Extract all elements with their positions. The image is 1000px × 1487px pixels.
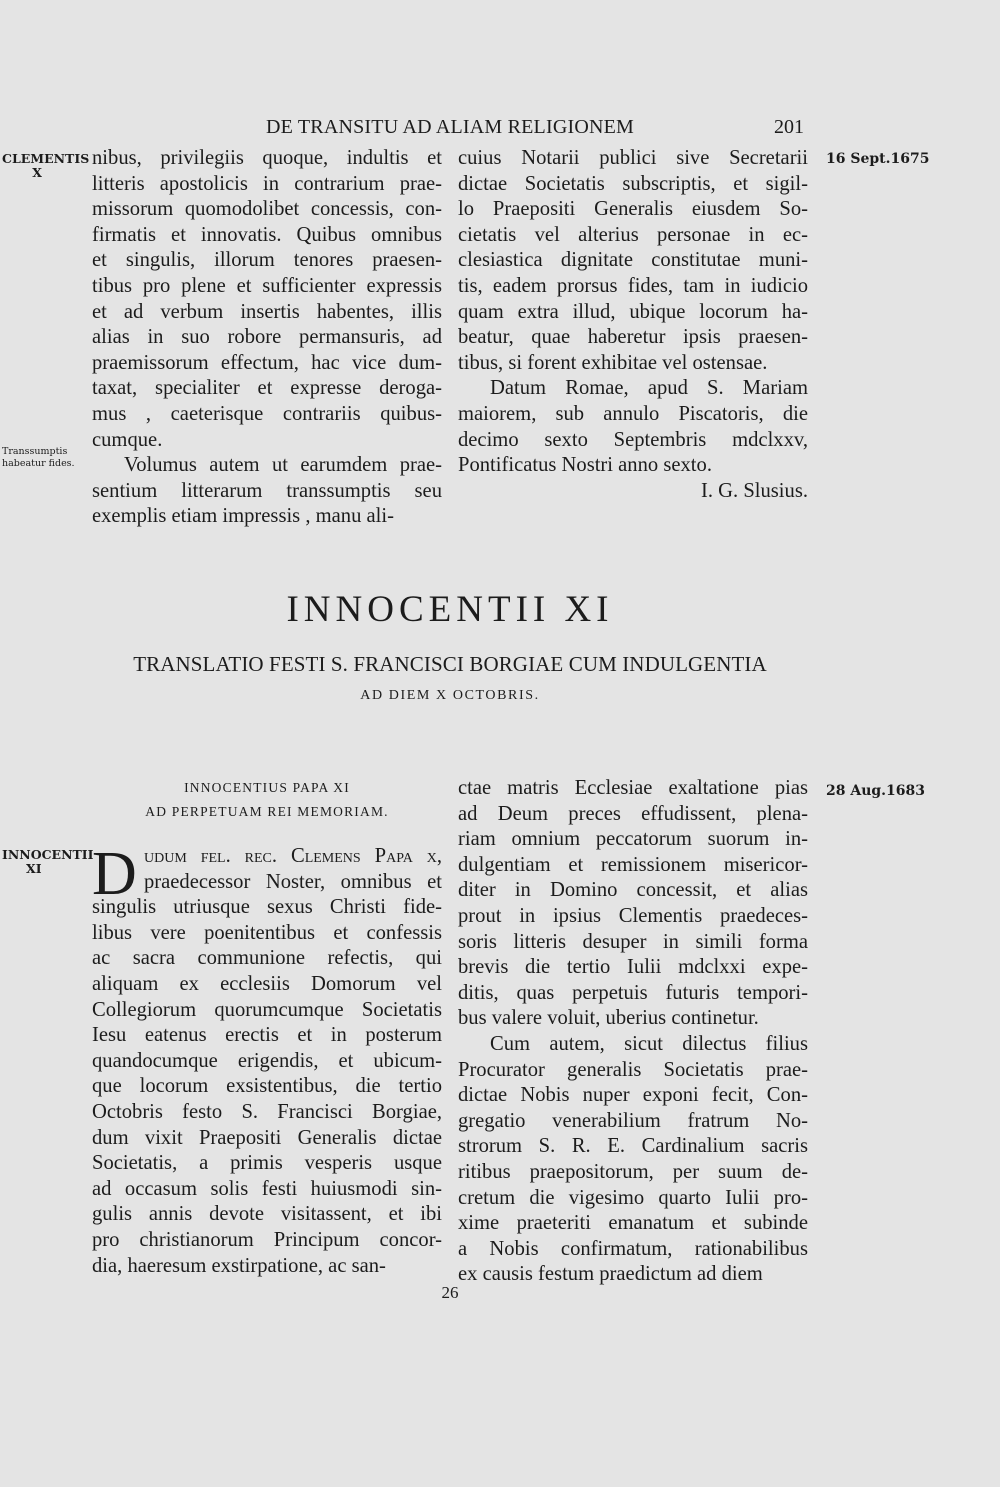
- text-line: brevis die tertio Iulii mdclxxi expe-: [458, 956, 808, 979]
- top-right-column: [458, 146, 808, 504]
- text-line: I. G. Slusius.: [701, 479, 808, 502]
- text-line: libus vere poenitentibus et confessis: [92, 921, 442, 944]
- text-line: ex causis festum praedictum ad diem: [458, 1263, 763, 1286]
- margin-date-1675: 16 Sept.1675: [826, 151, 930, 167]
- margin-label-clementis: [2, 151, 90, 180]
- text-line: Cum autem, sicut dilectus filius: [490, 1032, 808, 1055]
- text-line: soris litteris desuper in simili forma: [458, 930, 808, 953]
- text-line: clesiastica dignitate constitutae muni-: [458, 249, 808, 272]
- inscription: [92, 776, 442, 824]
- text-line: gregatio venerabilium fratrum No-: [458, 1109, 808, 1132]
- text-line: Datum Romae, apud S. Mariam: [490, 377, 808, 400]
- running-header: [92, 114, 808, 144]
- margin-note-transsumptis: [2, 446, 82, 470]
- text-line: ritibus praepositorum, per suum de-: [458, 1160, 808, 1183]
- text-line: prout in ipsius Clementis praedeces-: [458, 904, 808, 927]
- text-line: xime praeteriti emanatum et subinde: [458, 1212, 808, 1235]
- text-line: strorum S. R. E. Cardinalium sacris: [458, 1135, 808, 1158]
- text-line: decimo sexto Septembris mdclxxv,: [458, 428, 808, 451]
- text-line: dictae Nobis nuper exponi fecit, Con-: [458, 1084, 808, 1107]
- bottom-left-lines: [92, 895, 442, 1279]
- text-line: exemplis etiam impressis , manu ali-: [92, 505, 394, 528]
- text-line: Iesu eatenus erectis et in posterum: [92, 1024, 442, 1047]
- text-line: ditis, quas perpetuis futuris tempori-: [458, 981, 808, 1004]
- top-left-column: [92, 146, 442, 530]
- text-line: et singulis, illorum tenores praesen-: [92, 249, 442, 272]
- text-line: sentium litterarum transsumptis seu: [92, 479, 442, 502]
- text-line: dictae Societatis subscriptis, et sigil-: [458, 172, 808, 195]
- text-line: dia, haeresum exstirpatione, ac san-: [92, 1254, 386, 1277]
- text-line: Pontificatus Nostri anno sexto.: [458, 454, 712, 477]
- text-line: et ad verbum insertis habentes, illis: [92, 300, 442, 323]
- document-title: TRANSLATIO FESTI S. FRANCISCI BORGIAE CUM INDULGENTIA: [133, 652, 767, 676]
- text-line: Volumus autem ut earumdem prae-: [124, 454, 442, 477]
- signature-number: 26: [441, 1283, 459, 1302]
- text-line: bus valere voluit, uberius continetur.: [458, 1007, 759, 1030]
- text-line: praedecessor Noster, omnibus et: [144, 870, 442, 893]
- text-line: litteris apostolicis in contrarium prae-: [92, 172, 442, 195]
- text-line: dum vixit Praepositi Generalis dictae: [92, 1126, 442, 1149]
- text-line: singulis utriusque sexus Christi fide-: [92, 896, 442, 919]
- margin-label-innocentii-line1: INNOCENTII: [2, 847, 94, 862]
- section-title: INNOCENTII XI: [286, 589, 614, 630]
- text-line: alias in suo robore permansuris, ad: [92, 326, 442, 349]
- margin-label-clementis-line1: CLEMENTIS: [2, 151, 90, 166]
- text-line: dulgentiam et remissionem misericor-: [458, 853, 808, 876]
- text-line: [92, 844, 442, 870]
- text-line: a Nobis confirmatum, rationabilibus: [458, 1237, 808, 1260]
- text-line: cumque.: [92, 428, 163, 451]
- inscription-line1: INNOCENTIUS PAPA XI: [184, 780, 350, 795]
- text-line: ad Deum preces effudissent, plena-: [458, 802, 808, 825]
- margin-note-line1: Transsumptis: [2, 446, 68, 457]
- text-line: praemissorum effectum, hac vice dum-: [92, 351, 442, 374]
- text-line: quandocumque erigendis, et ubicum-: [92, 1049, 442, 1072]
- text-line: missorum quomodolibet concessis, con-: [92, 198, 442, 221]
- text-line: beatur, quae haberetur ipsis praesen-: [458, 326, 808, 349]
- text-line: tis, eadem prorsus fides, tam in iudicio: [458, 274, 808, 297]
- text-line: gulis annis devote visitassent, et ibi: [92, 1203, 442, 1226]
- page-number: 201: [774, 116, 804, 138]
- bottom-right-column: [458, 776, 808, 1288]
- margin-label-clementis-line2: X: [32, 165, 42, 180]
- text-line: firmatis et innovatis. Quibus omnibus: [92, 223, 442, 246]
- text-line: cuius Notarii publici sive Secretarii: [458, 147, 808, 169]
- text-line: aliquam ex ecclesiis Domorum vel: [92, 972, 442, 995]
- text-line: tibus pro plene et sufficienter expressis: [92, 274, 442, 297]
- text-line: ad occasum solis festi huiusmodi sin-: [92, 1177, 442, 1200]
- text-line: Collegiorum quorumcumque Societatis: [92, 998, 442, 1021]
- margin-label-innocentii: [2, 847, 94, 876]
- text-line: maiorem, sub annulo Piscatoris, die: [458, 402, 808, 425]
- inscription-line2: AD PERPETUAM REI MEMORIAM.: [145, 804, 389, 819]
- text-line: tibus, si forent exhibitae vel ostensae.: [458, 351, 768, 374]
- text-line: pro christianorum Principum concor-: [92, 1228, 442, 1251]
- first-line-text: udum fel. rec. Clemens Papa x,: [144, 845, 442, 867]
- margin-note-line2: habeatur fides.: [2, 458, 75, 469]
- text-line: que locorum exsistentibus, die tertio: [92, 1075, 442, 1098]
- text-line: mus , caeterisque contrariis quibus-: [92, 402, 442, 425]
- text-line: ac sacra communione refectis, qui: [92, 947, 442, 970]
- bottom-left-column: [92, 840, 442, 1279]
- text-line: lo Praepositi Generalis eiusdem So-: [458, 198, 808, 221]
- text-line: cretum die vigesimo quarto Iulii pro-: [458, 1186, 808, 1209]
- margin-date-1683: 28 Aug.1683: [826, 783, 926, 799]
- text-line: Procurator generalis Societatis prae-: [458, 1058, 808, 1081]
- running-title: DE TRANSITU AD ALIAM RELIGIONEM: [265, 116, 635, 138]
- text-line: diter in Domino concessit, et alias: [458, 879, 808, 902]
- text-line: riam omnium peccatorum suorum in-: [458, 828, 808, 851]
- text-line: taxat, specialiter et expresse deroga-: [92, 377, 442, 400]
- document-subtitle: AD DIEM X OCTOBRIS.: [360, 688, 540, 703]
- text-line: Societatis, a primis vesperis usque: [92, 1152, 442, 1175]
- text-line: Octobris festo S. Francisci Borgiae,: [92, 1100, 442, 1123]
- margin-label-innocentii-line2: XI: [26, 861, 42, 876]
- text-line: quam extra illud, ubique locorum ha-: [458, 300, 808, 323]
- drop-cap: D: [92, 840, 137, 908]
- text-line: nibus, privilegiis quoque, indultis et: [92, 147, 442, 169]
- text-line: cietatis vel alterius personae in ec-: [458, 223, 808, 246]
- text-line: ctae matris Ecclesiae exaltatione pias: [458, 777, 808, 799]
